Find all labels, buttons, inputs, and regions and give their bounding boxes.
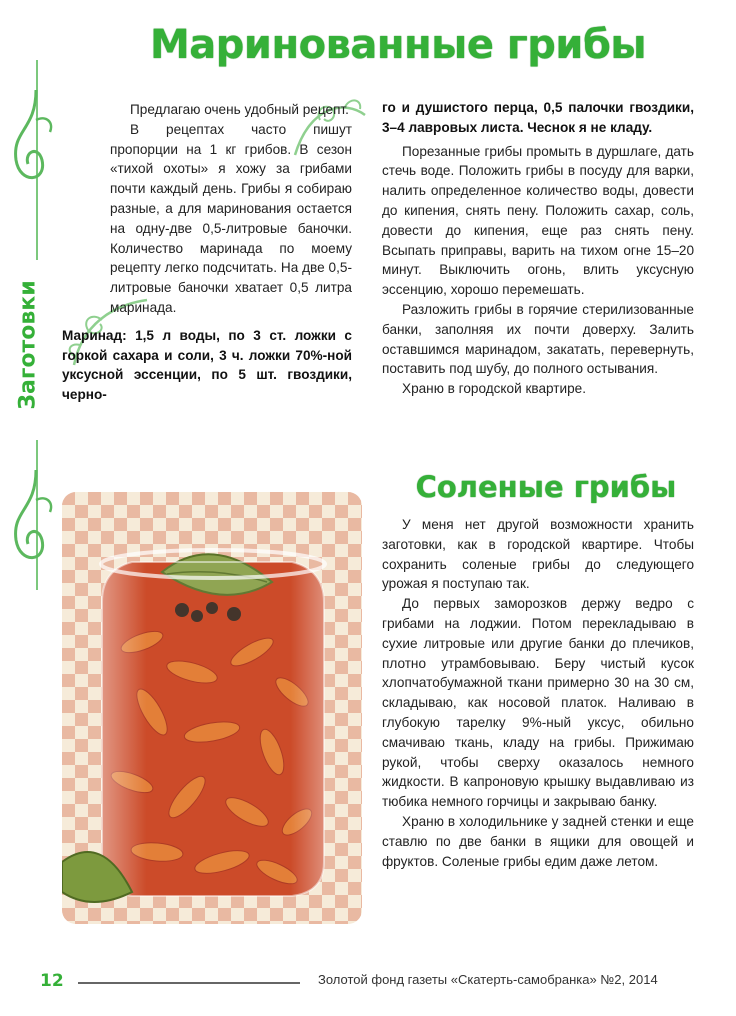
vine-ornament-left-bottom-icon <box>2 470 62 580</box>
paragraph-cooking: Порезанные грибы промыть в дуршлаге, дать стечь воде. Положить грибы в посуду для варки, налить определенное количество воды, довести до кипения, снять пену. Положить сахар, соль, довести до кипения, еще раз снять пену. Всыпать приправы, варить на тихом огне 15–20 минут. Выключить огонь, влить уксусную эссенцию, хорошо перемешать. <box>382 143 694 298</box>
article-column-left <box>62 100 352 405</box>
paragraph-proportions: В рецептах часто пишут пропорции на 1 кг грибов. В сезон «тихой охоты» я хожу за грибами почти каждый день. Грибы я собираю разные, а для маринования остается на одну-две 0,5-литровые баночки. Количество маринада по моему рецепту легко подсчитать. На две 0,5-литровые баночки хватает 0,5 литра маринада. <box>110 121 352 315</box>
paragraph-storage: Храню в городской квартире. <box>402 381 587 397</box>
vine-ornament-left-top-icon <box>2 90 62 200</box>
publication-source: Золотой фонд газеты «Скатерть-самобранка» №2, 2014 <box>318 972 658 987</box>
section-label <box>8 270 48 420</box>
footer-rule <box>78 982 300 984</box>
paragraph-salting-steps: До первых заморозков держу ведро с грибами на лоджии. Потом перекладываю в сухие литровые или другие банки до плечиков, плотно утрамбовываю. Беру чистый кусок хлопчатобумажной ткани примерно 30 на 30 см, складываю, как носовой платок. Наливаю в глубокую тарелку 9%-ный уксус, обильно смачиваю ткань, кладу на грибы. Прижимаю рукой, чтобы сверху оказалось немного жидкости. В капроновую крышку выдавливаю из тюбика немного горчицы и закрываю банку. <box>382 596 694 810</box>
page-number: 12 <box>40 971 64 991</box>
intro-paragraph: Предлагаю очень удобный рецепт. <box>130 102 349 117</box>
paragraph-jars: Разложить грибы в горячие стерилизованные банки, заполняя их почти доверху. Залить оставшимся маринадом, закатать, перевернуть, поставить под шубу, до полного остывания. <box>382 301 694 377</box>
marinade-ingredients: Маринад: 1,5 л воды, по 3 ст. ложки с горкой сахара и соли, 3 ч. ложки 70%-ной уксусной эссенции, по 5 шт. гвоздики, черно- <box>62 327 352 403</box>
section-label-text: Заготовки <box>15 280 41 410</box>
mushroom-jar-image <box>62 492 362 924</box>
section-subtitle: Соленые грибы <box>415 470 677 504</box>
mushroom-jar-photo <box>62 492 362 924</box>
page-title: Маринованные грибы <box>150 22 647 68</box>
paragraph-fridge: Храню в холодильнике у задней стенки и еще ставлю по две банки в ящики для овощей и фруктов. Соленые грибы едим даже летом. <box>382 813 694 869</box>
marinade-ingredients-cont: го и душистого перца, 0,5 палочки гвоздики, 3–4 лавровых листа. Чеснок я не кладу. <box>382 100 694 135</box>
paragraph-storage-method: У меня нет другой возможности хранить заготовки, как в городской квартире. Чтобы сохранить соленые грибы до следующего урожая я поступаю так. <box>382 517 694 592</box>
page-footer <box>0 968 736 996</box>
salted-mushrooms-article <box>382 515 694 871</box>
article-column-right <box>382 98 694 399</box>
